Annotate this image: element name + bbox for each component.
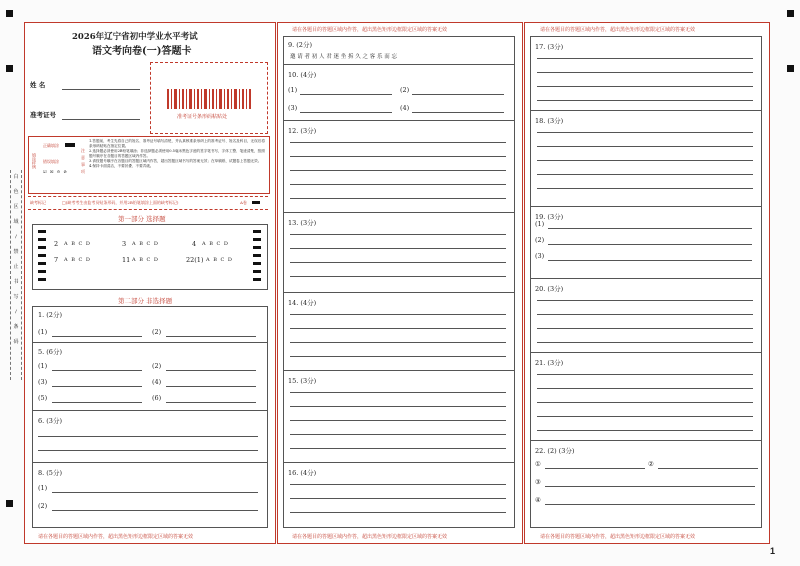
page-tag-mark[interactable]	[252, 201, 260, 204]
q8-label: 8. (5分)	[38, 469, 62, 477]
q9-text: 邀 请 者 初 人 君 迷 坐 拆 久 之 客 乐 而 忘	[290, 54, 397, 60]
answer-line[interactable]	[52, 402, 142, 403]
sidebar-char: 书	[13, 279, 19, 285]
q12-box[interactable]	[283, 120, 515, 214]
binding-strip	[10, 170, 22, 380]
sidebar-char: 色	[13, 189, 19, 195]
answer-line[interactable]	[537, 314, 753, 315]
corner-mark	[6, 500, 13, 507]
sidebar-char: 条	[13, 324, 19, 330]
notes-list	[89, 139, 265, 169]
q13-box[interactable]	[283, 212, 515, 294]
correct-fill-sample	[65, 143, 75, 147]
q5-sub: (3)	[38, 378, 48, 386]
choice-number: 7	[54, 256, 59, 264]
q14-label: 14. (4分)	[288, 299, 317, 307]
note-item: 4.保持卡面清洁，不要折叠、不要弄破。	[89, 164, 154, 168]
q1-label: 1. (2分)	[38, 311, 62, 319]
choice-number: 4	[192, 240, 197, 248]
answer-line[interactable]	[290, 156, 506, 157]
answer-line[interactable]	[545, 504, 755, 505]
q8-box[interactable]	[32, 462, 268, 528]
answer-line[interactable]	[412, 94, 504, 95]
q10-sub-3: (3)	[288, 104, 298, 112]
answer-line[interactable]	[290, 142, 506, 143]
answer-line[interactable]	[290, 198, 506, 199]
q22-sub: ③	[535, 478, 541, 486]
choice-options[interactable]: A B C D	[202, 241, 229, 247]
timing-mark	[38, 278, 46, 281]
q5-sub: (1)	[38, 362, 48, 370]
sidebar-char: 禁	[13, 249, 19, 255]
corner-mark	[6, 65, 13, 72]
answer-line[interactable]	[290, 498, 506, 499]
sidebar-char: 写	[13, 294, 19, 300]
q1-sub-1: (1)	[38, 328, 48, 336]
q1-box[interactable]	[32, 306, 268, 344]
answer-line[interactable]	[52, 370, 142, 371]
choice-options[interactable]: A B C D	[64, 241, 91, 247]
barcode-icon	[167, 89, 251, 109]
q19-sub: (1)	[535, 220, 545, 228]
q10-sub-2: (2)	[400, 86, 410, 94]
q5-sub: (4)	[152, 378, 162, 386]
q22-label: 22. (2) (3分)	[535, 447, 575, 455]
barcode-label: 准考证号条形码粘贴处	[177, 114, 228, 120]
timing-mark	[253, 230, 261, 233]
answer-line[interactable]	[166, 370, 256, 371]
answer-line[interactable]	[290, 448, 506, 449]
q8-sub-1: (1)	[38, 484, 48, 492]
q10-box[interactable]	[283, 64, 515, 122]
q9-label: 9. (2分)	[288, 41, 312, 49]
timing-mark	[38, 270, 46, 273]
q12-label: 12. (3分)	[288, 127, 317, 135]
answer-line[interactable]	[290, 184, 506, 185]
timing-mark	[253, 246, 261, 249]
corner-mark	[787, 65, 794, 72]
q20-label: 20. (3分)	[535, 285, 564, 293]
timing-mark	[38, 238, 46, 241]
answer-line[interactable]	[537, 416, 753, 417]
q13-label: 13. (3分)	[288, 219, 317, 227]
notice-bottom-col2: 请在各题目的答题区域内作答，超出黑色矩形边框限定区域的答案无效	[292, 534, 448, 540]
timing-mark	[38, 246, 46, 249]
q10-label: 10. (4分)	[288, 71, 317, 79]
answer-line[interactable]	[537, 388, 753, 389]
absent-note: □(缺考考生由监考员贴条形码，并用2B铅笔填涂上面的缺考标记)	[62, 200, 179, 205]
answer-line[interactable]	[166, 386, 256, 387]
answer-line[interactable]	[166, 402, 256, 403]
page-number: 1	[770, 546, 776, 556]
answer-line[interactable]	[290, 248, 506, 249]
answer-line[interactable]	[290, 392, 506, 393]
q17-label: 17. (3分)	[535, 43, 564, 51]
answer-line[interactable]	[537, 72, 753, 73]
timing-mark	[38, 254, 46, 257]
q15-label: 15. (3分)	[288, 377, 317, 385]
page-subtitle: 语文考向卷(一)答题卡	[92, 46, 192, 57]
answer-line[interactable]	[545, 486, 755, 487]
q22-sub: ④	[535, 496, 541, 504]
answer-line[interactable]	[537, 132, 753, 133]
q6-label: 6. (3分)	[38, 417, 62, 425]
answer-line[interactable]	[300, 112, 392, 113]
q19-label: 19. (3分)	[535, 213, 564, 221]
answer-line[interactable]	[537, 58, 753, 59]
answer-line[interactable]	[52, 336, 142, 337]
page-tag: A卷	[240, 200, 247, 205]
answer-line[interactable]	[38, 436, 258, 437]
sidebar-char: /	[15, 234, 17, 240]
notice-top-col3: 请在各题目的答题区域内作答，超出黑色矩形边框限定区域的答案无效	[540, 27, 696, 33]
sidebar-char: 白	[13, 174, 19, 180]
q22-sub: ①	[535, 460, 541, 468]
answer-line[interactable]	[537, 402, 753, 403]
timing-mark	[253, 238, 261, 241]
answer-line[interactable]	[537, 188, 753, 189]
wrong-fill-samples: ☑ ☒ ⊝ ⊘	[43, 169, 68, 174]
choice-options[interactable]: A B C D	[132, 241, 159, 247]
fill-legend-label: 填涂样例	[32, 153, 37, 169]
note-item: 1.答题前，考生先将自己的姓名、准考证号填写清楚，并认真核准条形码上的准考证号、姓名及科目，无误后将条形码粘贴在指定位置。	[89, 139, 265, 148]
timing-mark	[253, 270, 261, 273]
answer-line[interactable]	[548, 260, 752, 261]
notes-title: 注意事项	[81, 148, 85, 174]
choice-number: 2	[54, 240, 59, 248]
answer-line[interactable]	[658, 468, 758, 469]
q5-sub: (5)	[38, 394, 48, 402]
answer-line[interactable]	[290, 356, 506, 357]
name-label: 姓 名	[30, 81, 46, 89]
sidebar-char: 域	[13, 219, 19, 225]
q16-box[interactable]	[283, 462, 515, 528]
answer-line[interactable]	[290, 234, 506, 235]
note-item: 3.请按题号顺序在各题目的答题区域内作答，超出答题区域书写的答案无效；在草稿纸、试题卷上答题无效。	[89, 159, 262, 163]
q5-sub: (2)	[152, 362, 162, 370]
q18-box[interactable]	[530, 110, 762, 208]
answer-line[interactable]	[290, 276, 506, 277]
corner-mark	[6, 10, 13, 17]
timing-mark	[253, 278, 261, 281]
name-field[interactable]	[62, 89, 140, 90]
exam-no-field[interactable]	[62, 119, 140, 120]
part2-title: 第二部分 非选择题	[118, 297, 173, 305]
sidebar-char: 码	[13, 339, 19, 345]
q8-sub-2: (2)	[38, 502, 48, 510]
answer-line[interactable]	[290, 342, 506, 343]
correct-fill-label: 正确填涂	[43, 143, 59, 148]
q21-box[interactable]	[530, 352, 762, 442]
timing-mark	[253, 262, 261, 265]
answer-line[interactable]	[537, 342, 753, 343]
choice-options[interactable]: A B C D	[132, 257, 159, 263]
answer-line[interactable]	[537, 100, 753, 101]
q5-label: 5. (6分)	[38, 348, 62, 356]
answer-line[interactable]	[52, 492, 258, 493]
answer-line[interactable]	[545, 468, 645, 469]
answer-line[interactable]	[290, 512, 506, 513]
answer-line[interactable]	[290, 314, 506, 315]
q19-sub: (3)	[535, 252, 545, 260]
part1-title: 第一部分 选择题	[118, 215, 166, 223]
sidebar-char: 区	[13, 204, 19, 210]
answer-line[interactable]	[537, 430, 753, 431]
q22-sub: ②	[648, 460, 654, 468]
choice-options[interactable]: A B C D	[206, 257, 233, 263]
answer-line[interactable]	[166, 336, 256, 337]
fill-instructions-box	[28, 136, 270, 194]
answer-line[interactable]	[290, 406, 506, 407]
answer-line[interactable]	[290, 262, 506, 263]
choice-number: 3	[122, 240, 127, 248]
q18-label: 18. (3分)	[535, 117, 564, 125]
notice-bottom-col1: 请在各题目的答题区域内作答，超出黑色矩形边框限定区域的答案无效	[38, 534, 194, 540]
q6-box[interactable]	[32, 410, 268, 464]
wrong-fill-label: 错误填涂	[43, 159, 59, 164]
q21-label: 21. (3分)	[535, 359, 564, 367]
answer-line[interactable]	[537, 174, 753, 175]
q14-box[interactable]	[283, 292, 515, 372]
timing-mark	[253, 254, 261, 257]
q1-sub-2: (2)	[152, 328, 162, 336]
answer-line[interactable]	[52, 510, 258, 511]
q10-sub-1: (1)	[288, 86, 298, 94]
choice-options[interactable]: A B C D	[64, 257, 91, 263]
answer-line[interactable]	[52, 386, 142, 387]
answer-line[interactable]	[290, 434, 506, 435]
q9-box[interactable]	[283, 36, 515, 66]
note-item: 2.选择题必须使用2B铅笔填涂；非选择题必须使用0.5毫米黑色字迹的签字笔书写，字体工整、笔迹清楚，按照题号顺序在各题目的答题区域内作答。	[89, 149, 265, 158]
sidebar-char: 止	[13, 264, 19, 270]
notice-top-col2: 请在各题目的答题区域内作答，超出黑色矩形边框限定区域的答案无效	[292, 27, 448, 33]
answer-line[interactable]	[548, 228, 752, 229]
exam-no-label: 准考证号	[30, 111, 56, 119]
q19-box[interactable]	[530, 206, 762, 280]
absent-row	[28, 196, 268, 210]
notice-bottom-col3: 请在各题目的答题区域内作答，超出黑色矩形边框限定区域的答案无效	[540, 534, 696, 540]
answer-line[interactable]	[290, 420, 506, 421]
answer-line[interactable]	[537, 160, 753, 161]
answer-line[interactable]	[537, 328, 753, 329]
answer-line[interactable]	[38, 450, 258, 451]
corner-mark	[787, 10, 794, 17]
answer-line[interactable]	[290, 328, 506, 329]
timing-mark	[38, 262, 46, 265]
timing-mark	[38, 230, 46, 233]
q15-box[interactable]	[283, 370, 515, 464]
page-title: 2026年辽宁省初中学业水平考试	[72, 32, 198, 42]
answer-line[interactable]	[537, 86, 753, 87]
answer-line[interactable]	[537, 300, 753, 301]
barcode-area	[150, 62, 268, 134]
answer-line[interactable]	[290, 484, 506, 485]
answer-line[interactable]	[290, 170, 506, 171]
answer-line[interactable]	[412, 112, 504, 113]
answer-line[interactable]	[537, 374, 753, 375]
q10-sub-4: (4)	[400, 104, 410, 112]
answer-line[interactable]	[300, 94, 392, 95]
q19-sub: (2)	[535, 236, 545, 244]
choice-number: 11	[122, 256, 131, 264]
absent-label: 缺考标记	[30, 200, 46, 205]
choice-number: 22(1)	[186, 256, 204, 264]
answer-line[interactable]	[548, 244, 752, 245]
q5-sub: (6)	[152, 394, 162, 402]
answer-line[interactable]	[537, 146, 753, 147]
q16-label: 16. (4分)	[288, 469, 317, 477]
sidebar-char: /	[15, 309, 17, 315]
